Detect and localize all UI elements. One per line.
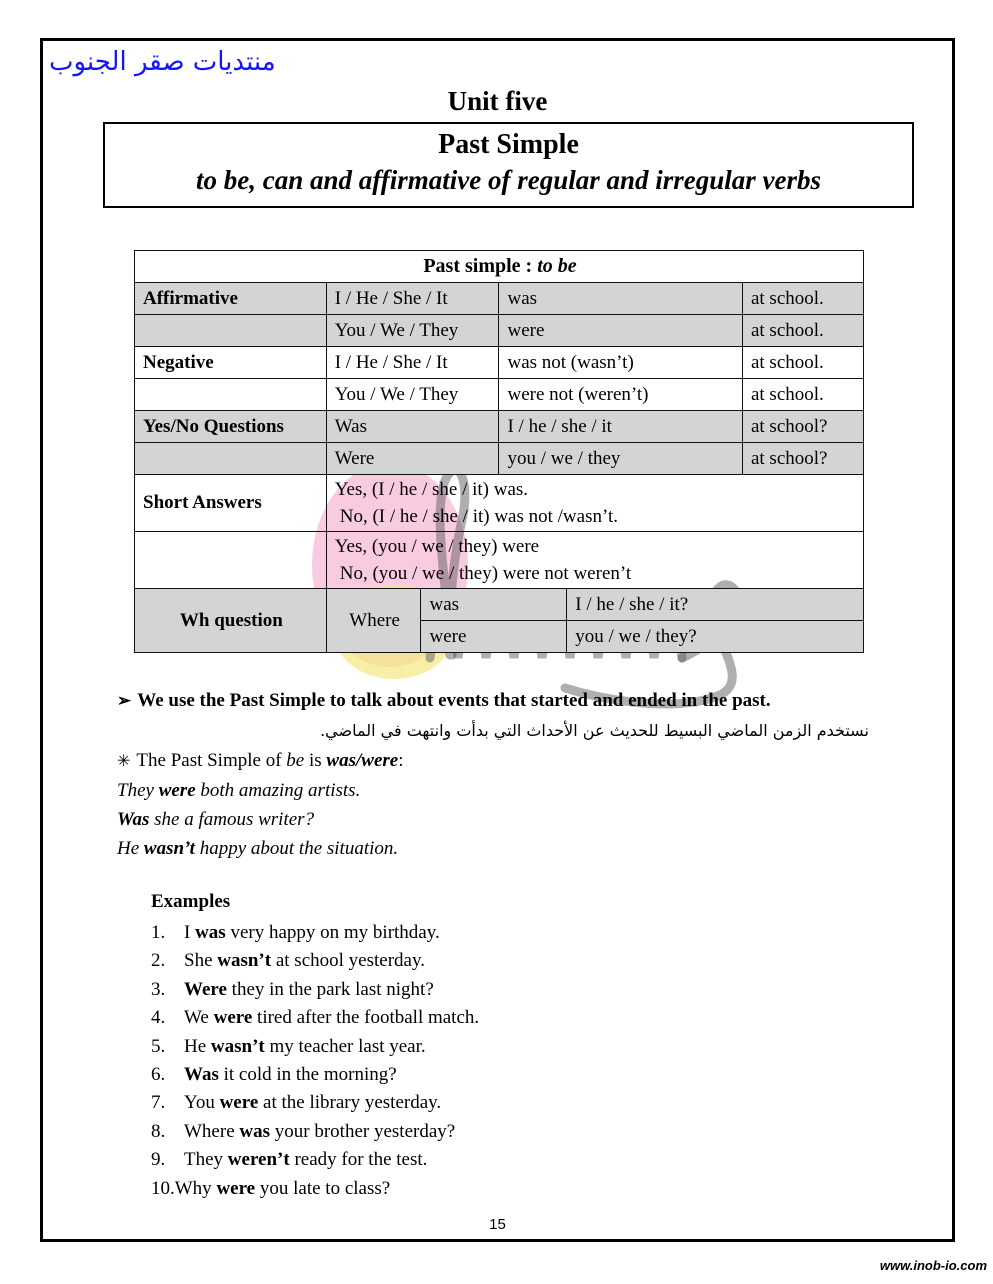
arrow-bullet-icon: ➢ [117,691,132,710]
item-post: my teacher last year. [264,1035,426,1057]
site-url: www.inob-io.com [879,1258,987,1273]
sample-post: she a famous writer? [149,809,315,830]
short-answer-line: No, (you / we / they) were not weren’t [339,563,632,584]
table-title-emphasis: to be [537,255,577,277]
row-label-cell [135,315,327,347]
item-pre: You [184,1092,220,1114]
place-cell: at school. [742,379,863,411]
grammar-table [134,250,864,653]
item-bold: was [195,922,226,943]
forum-name: منتديات صقر الجنوب [49,47,276,77]
place-cell: at school. [742,283,863,315]
example-item [151,976,952,1004]
table-row [135,315,864,347]
item-number: 7. [151,1092,166,1114]
verb-cell: you / we / they [499,443,742,475]
subject-cell: I / He / She / It [326,347,499,379]
example-item [151,1118,952,1146]
item-number: 5. [151,1035,166,1057]
item-bold: were [216,1177,256,1199]
item-bold: wasn’t [210,1035,265,1057]
row-label-cell: Affirmative [135,283,327,315]
item-number: 9. [151,1149,166,1171]
be-note-strong: was/were [326,750,399,771]
table-title-text: Past simple : [423,255,538,277]
wh-label-cell: Wh question [135,589,327,653]
examples-heading: Examples [151,891,231,912]
wh-word-cell: Where [326,589,421,653]
place-cell: at school. [742,347,863,379]
sample-bold: wasn’t [143,838,195,859]
item-pre: Why [174,1177,217,1199]
short-answer-line: No, (I / he / she / it) was not /wasn’t. [339,506,618,527]
item-number: 10. [151,1177,175,1199]
sample-sentence [117,776,952,805]
wh-verb-cell: was [421,589,567,621]
subject-cell: Were [326,443,499,475]
item-post: very happy on my birthday. [225,922,440,943]
be-note-p1: The Past Simple of [136,750,287,771]
item-post: ready for the test. [289,1149,428,1171]
verb-cell: I / he / she / it [499,411,742,443]
verb-cell: was not (wasn’t) [499,347,742,379]
short-answer-line: Yes, (I / he / she / it) was. [334,479,529,500]
table-row [135,379,864,411]
item-post: at the library yesterday. [258,1092,442,1114]
item-post: you late to class? [255,1177,391,1199]
place-cell: at school. [742,315,863,347]
sample-pre: He [117,838,144,859]
item-pre: He [184,1035,211,1057]
short-answer-line: Yes, (you / we / they) were [334,536,540,557]
item-bold: Was [184,1064,219,1086]
unit-title: Unit five [447,86,548,116]
usage-note [117,686,952,715]
be-note-em: be [286,750,305,771]
example-item [151,1004,952,1032]
item-number: 4. [151,1007,166,1029]
table-row [135,589,864,621]
item-bold: wasn’t [217,950,272,972]
example-item [151,919,952,947]
example-item [151,1061,952,1089]
short-answer-cell [326,475,863,532]
box-title: Past Simple [438,129,579,160]
example-item [151,1175,952,1203]
item-pre: She [184,950,218,972]
verb-cell: were not (weren’t) [499,379,742,411]
page-frame [40,38,955,1242]
item-pre: I [184,922,196,943]
verb-cell: were [499,315,742,347]
examples-section [151,887,952,1203]
item-bold: Were [184,978,227,1000]
box-subtitle: to be, can and affirmative of regular and irregular verbs [195,165,821,195]
wh-subject-cell: I / he / she / it? [567,589,864,621]
row-label-cell: Yes/No Questions [135,411,327,443]
example-item [151,1089,952,1117]
table-row [135,443,864,475]
table-row [135,283,864,315]
place-cell: at school? [742,411,863,443]
table-title-row [135,251,864,283]
table-row [135,347,864,379]
sample-post: happy about the situation. [194,838,399,859]
subject-cell: Was [326,411,499,443]
be-note-p3: : [398,750,404,771]
row-label-cell: Negative [135,347,327,379]
item-bold: were [219,1092,259,1114]
table-row [135,475,864,532]
row-label-cell [135,379,327,411]
row-label-cell: Short Answers [135,475,327,532]
item-number: 3. [151,978,166,1000]
item-post: it cold in the morning? [218,1064,397,1086]
notes-section [117,686,952,863]
item-number: 8. [151,1120,166,1142]
usage-note-text: We use the Past Simple to talk about events that started and ended in the past. [137,690,771,711]
table-row [135,411,864,443]
item-post: they in the park last night? [226,978,434,1000]
subject-cell: I / He / She / It [326,283,499,315]
sample-sentence [117,805,952,834]
title-box [103,122,914,208]
be-note-p2: is [304,750,327,771]
asterisk-icon: ✳ [117,753,131,770]
short-answer-cell [326,532,863,589]
example-item [151,947,952,975]
item-pre: They [184,1149,228,1171]
item-bold: weren’t [227,1149,290,1171]
item-bold: were [213,1007,253,1029]
page-number: 15 [489,1216,506,1233]
item-pre: We [184,1007,214,1029]
sample-pre: They [117,780,159,801]
row-label-cell [135,443,327,475]
verb-cell: was [499,283,742,315]
sample-bold: Was [117,809,150,830]
row-label-cell [135,532,327,589]
subject-cell: You / We / They [326,315,499,347]
example-item [151,1146,952,1174]
item-post: tired after the football match. [252,1007,480,1029]
item-number: 6. [151,1064,166,1086]
be-note [117,746,952,776]
item-number: 1. [151,922,166,943]
item-number: 2. [151,950,166,972]
example-item [151,1033,952,1061]
item-bold: was [239,1120,271,1142]
table-title [135,251,864,283]
item-post: your brother yesterday? [270,1120,456,1142]
place-cell: at school? [742,443,863,475]
sample-post: both amazing artists. [195,780,361,801]
subject-cell: You / We / They [326,379,499,411]
item-post: at school yesterday. [271,950,425,972]
item-pre: Where [184,1120,240,1142]
arabic-translation: نستخدم الزمن الماضي البسيط للحديث عن الأحداث التي بدأت وانتهت في الماضي. [320,721,869,740]
table-row [135,532,864,589]
sample-sentence [117,834,952,863]
wh-subject-cell: you / we / they? [567,621,864,653]
sample-bold: were [158,780,196,801]
wh-verb-cell: were [421,621,567,653]
